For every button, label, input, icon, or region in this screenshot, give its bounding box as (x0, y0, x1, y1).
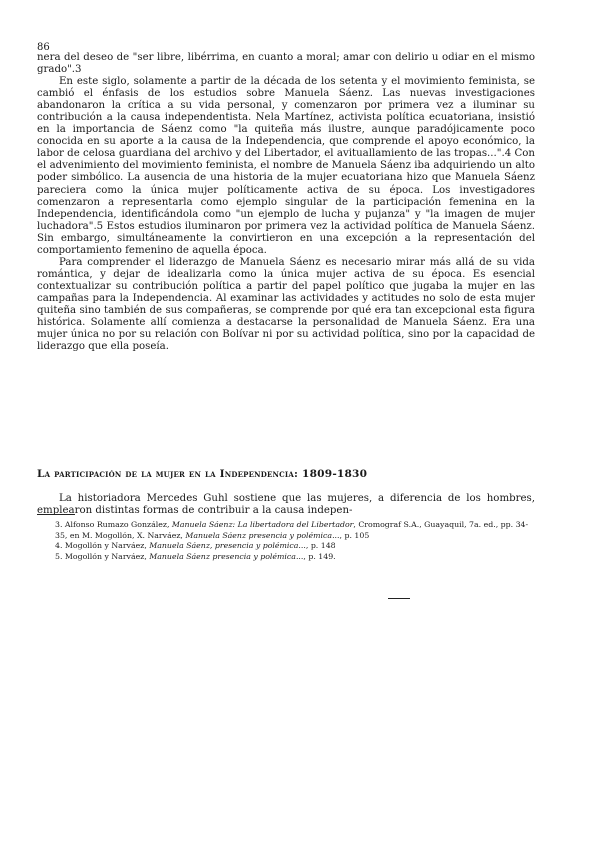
footnote-5: 5. Mogollón y Narváez, Manuela Sáenz presencia y polémica..., p. 149. (55, 551, 336, 561)
page-number: 86 (37, 42, 50, 53)
paragraph-feminist-studies: En este siglo, solamente a partir de la década de los setenta y el movimiento feminista, se cambió el énfasis de los estudios sobre Manuela Sáenz. Las nuevas investigaciones abandonaron la crítica a su vida personal, y comenzaron por primera vez a iluminar su contribución a la causa independentista. Nela Martínez, activista política ecuatoriana, insistió en la importancia de Sáenz como "la quiteña más ilustre, aunque paradójicamente poco conocida en su aporte a la causa de la Independencia, que comprende el apoyo económico, la labor de celosa guardiana del archivo y del Libertador, el avituallamiento de las tropas...".4 Con el advenimiento del movimiento feminista, el nombre de Manuela Sáenz iba adquiriendo un alto poder simbólico. La ausencia de una historia de la mujer ecuatoriana hizo que Manuela Sáenz pareciera como la única mujer políticamente activa de su época. Los investigadores comenzaron a representarla como ejemplo singular de la participación femenina en la Independencia, identificándola como "un ejemplo de lucha y pujanza" y "la imagen de mujer luchadora".5 Estos estudios iluminaron por primera vez la actividad política de Manuela Sáenz. Sin embargo, simultáneamente la convirtieron en una excepción a la representación del comportamiento femenino de aquella época. (37, 76, 535, 256)
paragraph-guhl: La historiadora Mercedes Guhl sostiene que las mujeres, a diferencia de los hombres, emplearon distintas formas de contribuir a la causa indepen- (37, 493, 535, 517)
paragraph-continuation: nera del deseo de "ser libre, libérrima, en cuanto a moral; amar con delirio u odiar en el mismo grado".3 (37, 52, 535, 76)
paragraph-leadership: Para comprender el liderazgo de Manuela Sáenz es necesario mirar más allá de su vida romántica, y dejar de idealizarla como la única mujer activa de su época. Es esencial contextualizar su contribución política a partir del papel político que jugaba la mujer en las campañas para la Independencia. Al examinar las actividades y actitudes no solo de esta mujer quiteña sino también de sus compañeras, se comprende por qué era tan excepcional esta figura histórica. Solamente allí comienza a destacarse la personalidad de Manuela Sáenz. Era una mujer única no por su relación con Bolívar ni por su actividad política, sino por la capacidad de liderazgo que ella poseía. (37, 256, 535, 353)
footnote-4: 4. Mogollón y Narváez, Manuela Sáenz, presencia y polémica..., p. 148 (55, 541, 336, 550)
footnote-separator (37, 514, 75, 515)
section-heading: La participación de la mujer en la Independencia: 1809-1830 (37, 468, 368, 480)
body-text-top (37, 52, 535, 353)
footnotes (55, 520, 535, 562)
footnote-3: 3. Alfonso Rumazo González, Manuela Sáenz: La libertadora del Libertador, Cromograf S.A., Guayaquil, 7a. ed., pp. 34-35, en M. Mogollón, X. Narváez, Manuela Sáenz presencia y polémica..., p. 105 (55, 520, 529, 540)
scan-mark-line (388, 598, 410, 599)
body-text-section (37, 493, 535, 517)
